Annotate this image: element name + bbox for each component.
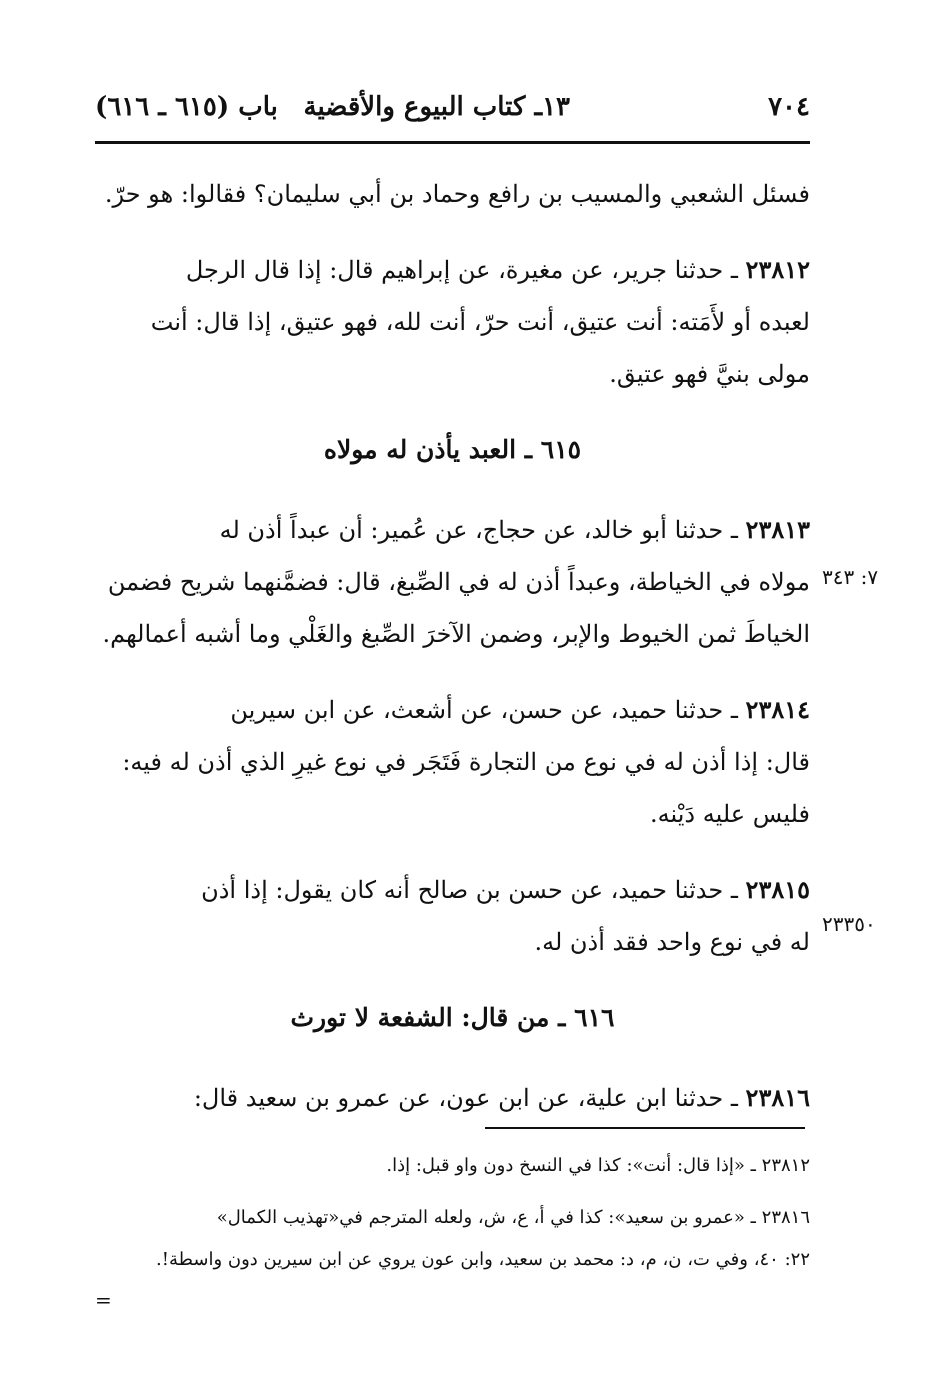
hadith-23813: [95, 504, 810, 660]
main-text: [95, 168, 810, 1148]
hadith-line: الخياطَ ثمن الخيوط والإبر، وضمن الآخرَ الصِّبغ والغَلْي وما أشبه أعمالهم.: [102, 620, 810, 648]
margin-reference: ٢٣٣٥٠: [822, 912, 876, 936]
continuation-mark: =: [95, 1288, 112, 1312]
hadith-number: ٢٣٨١٣: [745, 515, 810, 544]
hadith-line: لعبده أو لأَمَته: أنت عتيق، أنت حرّ، أنت لله، فهو عتيق، إذا قال: أنت: [150, 308, 810, 336]
hadith-line: ـ حدثنا أبو خالد، عن حجاج، عن عُمير: أن عبداً أذن له: [219, 516, 738, 544]
hadith-number: ٢٣٨١٦: [745, 1083, 810, 1112]
book-title: ١٣ـ كتاب البيوع والأقضية: [303, 92, 570, 122]
hadith-line: ـ حدثنا حميد، عن حسن، عن أشعث، عن ابن سيرين: [230, 696, 738, 724]
hadith-line: فليس عليه دَيْنه.: [650, 800, 810, 828]
footnote: ٢٣٨١٢ ـ «إذا قال: أنت»: كذا في النسخ دون واو قبل: إذا.: [386, 1155, 810, 1176]
intro-paragraph: [95, 168, 810, 220]
hadith-number: ٢٣٨١٤: [745, 695, 810, 724]
hadith-23812: [95, 244, 810, 400]
header-rule: [95, 141, 810, 144]
running-header: [95, 92, 810, 142]
hadith-23815: [95, 864, 810, 968]
hadith-line: قال: إذا أذن له في نوع من التجارة فَتَجَر في نوع غيرِ الذي أذن له فيه:: [122, 748, 810, 776]
hadith-number: ٢٣٨١٥: [745, 875, 810, 904]
hadith-line: له في نوع واحد فقد أذن له.: [534, 928, 810, 956]
intro-line: فسئل الشعبي والمسيب بن رافع وحماد بن أبي سليمان؟ فقالوا: هو حرّ.: [104, 180, 810, 208]
margin-reference: ٧: ٣٤٣: [822, 565, 879, 589]
footnotes: [95, 1145, 810, 1281]
chapter-heading-615: ٦١٥ ـ العبد يأذن له مولاه: [323, 435, 582, 464]
hadith-line: ـ حدثنا جرير، عن مغيرة، عن إبراهيم قال: إذا قال الرجل: [185, 256, 738, 284]
chapter-range: باب (٦١٥ ـ ٦١٦): [95, 92, 278, 122]
hadith-line: ـ حدثنا حميد، عن حسن بن صالح أنه كان يقول: إذا أذن: [201, 876, 738, 904]
footnote: ٢٢: ٤٠، وفي ت، ن، م، د: محمد بن سعيد، وابن عون يروي عن ابن سيرين دون واسطة!.: [155, 1249, 810, 1270]
hadith-number: ٢٣٨١٢: [745, 255, 810, 284]
footnote-rule: [485, 1127, 805, 1129]
hadith-23814: [95, 684, 810, 840]
hadith-line: ـ حدثنا ابن علية، عن ابن عون، عن عمرو بن سعيد قال:: [193, 1084, 738, 1112]
chapter-heading-616: ٦١٦ ـ من قال: الشفعة لا تورث: [290, 1003, 615, 1032]
page-number: ٧٠٤: [768, 92, 810, 122]
hadith-line: مولاه في الخياطة، وعبداً أذن له في الصِّبغ، قال: فضمَّنهما شريح فضمن: [107, 568, 810, 596]
hadith-line: مولى بنيَّ فهو عتيق.: [609, 360, 810, 388]
hadith-23816: [95, 1072, 810, 1124]
footnote: ٢٣٨١٦ ـ «عمرو بن سعيد»: كذا في أ، ع، ش، ولعله المترجم في«تهذيب الكمال»: [216, 1207, 810, 1228]
